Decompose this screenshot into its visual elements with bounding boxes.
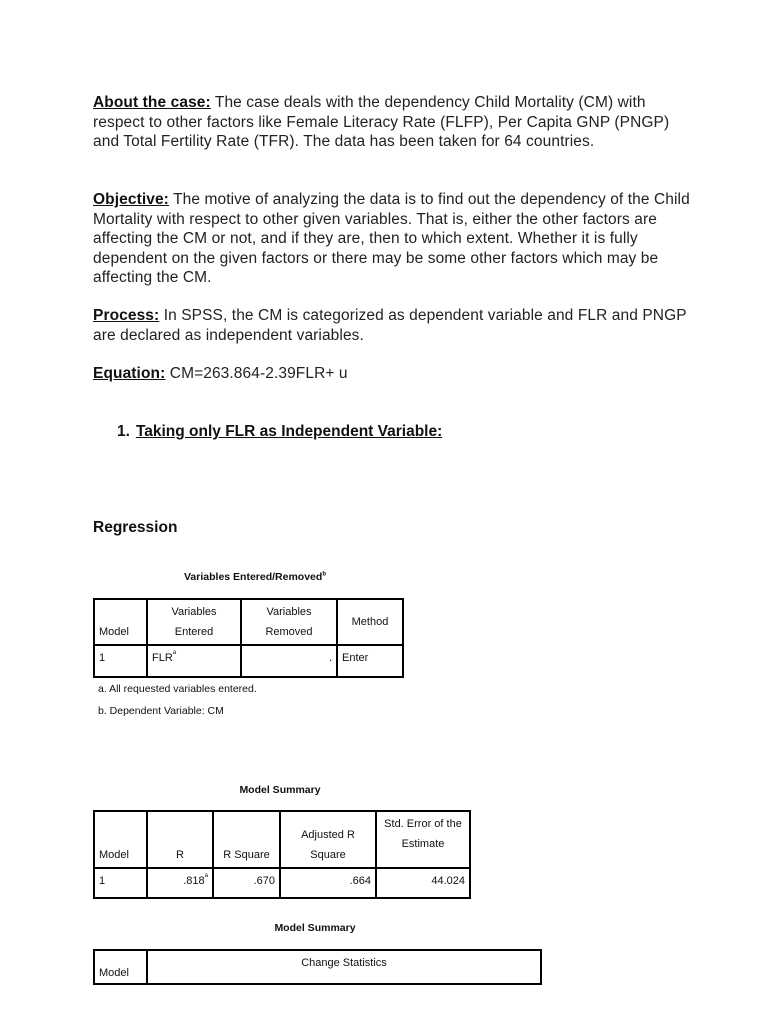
ms2-header-change-text: Change Statistics bbox=[301, 957, 387, 969]
ms-cell-model bbox=[94, 868, 147, 898]
cell-entered bbox=[147, 645, 241, 677]
ms-header-model-text: Model bbox=[99, 849, 129, 861]
about-text: The case deals with the dependency Child Mortality (CM) with respect to other factors like Female Literacy Rate (FLFP), Per Capita GNP (PNGP) and Total Fertility Rate (TFR). The data has been taken for 64 countries. bbox=[93, 94, 670, 150]
equation-paragraph bbox=[93, 364, 693, 384]
ms-header-model bbox=[94, 811, 147, 868]
process-paragraph bbox=[93, 306, 688, 345]
header-removed bbox=[241, 599, 337, 645]
ms-header-se-line1: Std. Error of the bbox=[384, 818, 462, 830]
header-entered-line1: Variables bbox=[171, 606, 217, 618]
table-row bbox=[94, 868, 470, 898]
ms-cell-rsquare-text: .670 bbox=[253, 875, 275, 887]
header-removed-line2: Removed bbox=[265, 626, 313, 638]
ms-header-rsquare-text: R Square bbox=[223, 849, 270, 861]
table-header-row bbox=[94, 811, 470, 868]
cell-removed bbox=[241, 645, 337, 677]
header-removed-line1: Variables bbox=[266, 606, 312, 618]
ms-header-adj bbox=[280, 811, 376, 868]
cell-removed-text: . bbox=[328, 652, 332, 664]
ms-header-se-line2: Estimate bbox=[401, 838, 445, 850]
ms-cell-r-sup: a bbox=[204, 873, 208, 879]
cell-model-text: 1 bbox=[99, 652, 106, 664]
variables-table-title bbox=[150, 571, 360, 583]
header-entered-line2: Entered bbox=[174, 626, 214, 638]
about-label: About the case: bbox=[93, 94, 211, 111]
ms-cell-adj-text: .664 bbox=[349, 875, 371, 887]
ms-header-se bbox=[376, 811, 470, 868]
variables-table-title-text: Variables Entered/Removed bbox=[184, 571, 323, 583]
header-method-text: Method bbox=[351, 616, 389, 628]
ms-header-adj-line2: Square bbox=[310, 849, 346, 861]
equation-text: CM=263.864-2.39FLR+ u bbox=[165, 365, 348, 382]
table-header-row bbox=[94, 599, 403, 645]
ms-cell-r-text: .818 bbox=[183, 875, 205, 887]
objective-text: The motive of analyzing the data is to find out the dependency of the Child Mortality with respect to other given variables. That is, either the other factors are affecting the CM or not, and if they are, then to which extent. Whether it is fully dependent on the given factors or there may be some other factors which may be affecting the CM. bbox=[93, 191, 690, 286]
cell-entered-text: FLR bbox=[152, 652, 173, 664]
process-label: Process: bbox=[93, 307, 160, 324]
ms-cell-r bbox=[147, 868, 213, 898]
cell-model bbox=[94, 645, 147, 677]
ms2-header-model bbox=[94, 950, 147, 984]
model-summary2-title: Model Summary bbox=[274, 922, 356, 934]
model-summary-table bbox=[93, 810, 471, 899]
cell-entered-sup: a bbox=[172, 650, 177, 656]
model-summary2-table bbox=[93, 949, 542, 985]
variables-table bbox=[93, 598, 404, 678]
header-entered bbox=[147, 599, 241, 645]
table-header-row bbox=[94, 950, 541, 984]
ms-cell-se-text: 44.024 bbox=[431, 875, 465, 887]
section-title: Taking only FLR as Independent Variable: bbox=[135, 423, 443, 440]
ms-header-r bbox=[147, 811, 213, 868]
objective-paragraph bbox=[93, 190, 693, 288]
process-text: In SPSS, the CM is categorized as dependent variable and FLR and PNGP are declared as independent variables. bbox=[93, 307, 687, 344]
ms-cell-se bbox=[376, 868, 470, 898]
equation-label: Equation: bbox=[93, 365, 166, 382]
ms-cell-model-text: 1 bbox=[99, 875, 106, 887]
objective-label: Objective: bbox=[93, 191, 169, 208]
section-heading bbox=[117, 423, 442, 441]
ms-cell-adj bbox=[280, 868, 376, 898]
about-paragraph bbox=[93, 93, 693, 152]
table-row bbox=[94, 645, 403, 677]
cell-method-text: Enter bbox=[342, 652, 369, 664]
ms-cell-rsquare bbox=[213, 868, 280, 898]
section-number: 1. bbox=[117, 423, 130, 440]
ms-header-r-text: R bbox=[176, 849, 184, 861]
ms2-header-change bbox=[147, 950, 541, 984]
variables-table-title-sup: b bbox=[322, 571, 326, 578]
regression-heading: Regression bbox=[93, 519, 178, 536]
ms-header-rsquare bbox=[213, 811, 280, 868]
ms-header-adj-line1: Adjusted R bbox=[301, 829, 355, 841]
header-method bbox=[337, 599, 403, 645]
header-model bbox=[94, 599, 147, 645]
ms2-header-model-text: Model bbox=[99, 967, 129, 979]
header-model-text: Model bbox=[99, 626, 129, 638]
footnote-a: a. All requested variables entered. bbox=[98, 683, 257, 695]
model-summary-title: Model Summary bbox=[239, 784, 321, 796]
cell-method bbox=[337, 645, 403, 677]
footnote-b: b. Dependent Variable: CM bbox=[98, 705, 224, 717]
